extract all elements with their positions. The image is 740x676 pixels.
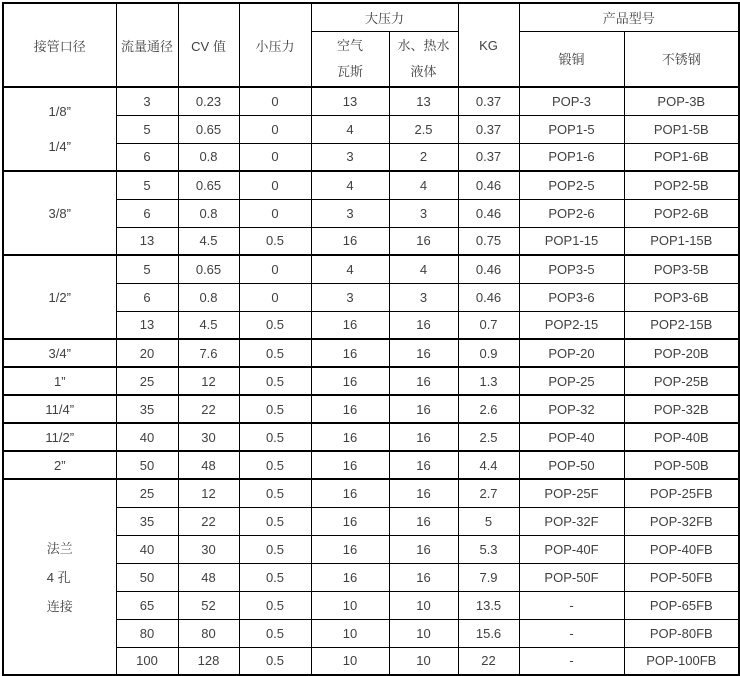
cell: 3	[311, 143, 389, 171]
cell: 0.46	[458, 255, 519, 283]
col-header-forged-copper: 锻铜	[519, 31, 624, 87]
cell: 48	[178, 563, 239, 591]
cell: 5.3	[458, 535, 519, 563]
col-header-cv-value: CV 值	[178, 3, 239, 87]
table-row	[3, 87, 739, 115]
cell: 30	[178, 423, 239, 451]
cell: POP-25	[519, 367, 624, 395]
cell: POP-40FB	[624, 535, 739, 563]
col-header-air-gas: 空气 瓦斯	[311, 31, 389, 87]
table-row	[3, 367, 739, 395]
cell: 0.5	[239, 619, 311, 647]
cell: 6	[116, 143, 178, 171]
col-header-flow-diameter: 流量通径	[116, 3, 178, 87]
cell: 0	[239, 255, 311, 283]
cell: -	[519, 591, 624, 619]
cell: 16	[389, 367, 458, 395]
cell: 0.37	[458, 143, 519, 171]
pipe-size-group-label: 3/4”	[3, 339, 116, 367]
cell: 4.5	[178, 311, 239, 339]
cell: 40	[116, 535, 178, 563]
cell: 0	[239, 171, 311, 199]
cell: 0.5	[239, 479, 311, 507]
cell: 0.46	[458, 171, 519, 199]
cell: 7.6	[178, 339, 239, 367]
cell: 25	[116, 367, 178, 395]
cell: 0.5	[239, 367, 311, 395]
cell: 16	[389, 339, 458, 367]
cell: 13	[311, 87, 389, 115]
cell: 10	[389, 591, 458, 619]
table-row	[3, 339, 739, 367]
cell: 3	[116, 87, 178, 115]
col-header-water-liquid: 水、热水 液体	[389, 31, 458, 87]
cell: POP-100FB	[624, 647, 739, 675]
cell: 13	[389, 87, 458, 115]
cell: POP-50	[519, 451, 624, 479]
cell: 16	[311, 451, 389, 479]
cell: 35	[116, 507, 178, 535]
cell: 13	[116, 311, 178, 339]
cell: 0.9	[458, 339, 519, 367]
cell: -	[519, 619, 624, 647]
cell: POP1-6	[519, 143, 624, 171]
col-header-pipe-diameter: 接管口径	[3, 3, 116, 87]
cell: 5	[116, 171, 178, 199]
cell: 0.65	[178, 115, 239, 143]
cell: POP2-5	[519, 171, 624, 199]
cell: 0.37	[458, 87, 519, 115]
cell: 0.5	[239, 423, 311, 451]
cell: 16	[389, 451, 458, 479]
cell: POP-20	[519, 339, 624, 367]
cell: POP3-6	[519, 283, 624, 311]
cell: POP2-6	[519, 199, 624, 227]
table-row	[3, 423, 739, 451]
cell: 0.8	[178, 143, 239, 171]
cell: 0.5	[239, 227, 311, 255]
cell: 30	[178, 535, 239, 563]
cell: 0.5	[239, 563, 311, 591]
col-header-product-model: 产品型号	[519, 3, 739, 31]
cell: 35	[116, 395, 178, 423]
cell: POP-50FB	[624, 563, 739, 591]
header-row-1	[3, 3, 739, 31]
cell: POP2-15B	[624, 311, 739, 339]
cell: 2.7	[458, 479, 519, 507]
pipe-size-group-label: 1/2”	[3, 255, 116, 339]
cell: 0.5	[239, 451, 311, 479]
cell: 16	[311, 367, 389, 395]
pipe-size-group-label: 11/2”	[3, 423, 116, 451]
cell: 0.5	[239, 591, 311, 619]
cell: 16	[311, 339, 389, 367]
cell: 4	[311, 171, 389, 199]
cell: 4	[389, 255, 458, 283]
cell: 6	[116, 283, 178, 311]
cell: 13	[116, 227, 178, 255]
cell: POP3-5	[519, 255, 624, 283]
cell: 16	[311, 395, 389, 423]
cell: 16	[389, 535, 458, 563]
cell: POP-40	[519, 423, 624, 451]
cell: 0.5	[239, 311, 311, 339]
cell: 80	[178, 619, 239, 647]
cell: 16	[311, 311, 389, 339]
cell: 0.5	[239, 395, 311, 423]
cell: 16	[389, 311, 458, 339]
pipe-size-group-label: 1/8” 1/4”	[3, 87, 116, 171]
table-row	[3, 395, 739, 423]
cell: 52	[178, 591, 239, 619]
cell: 0.46	[458, 283, 519, 311]
cell: POP2-5B	[624, 171, 739, 199]
cell: 16	[311, 535, 389, 563]
cell: POP-32F	[519, 507, 624, 535]
cell: 0	[239, 87, 311, 115]
cell: 100	[116, 647, 178, 675]
cell: 16	[389, 395, 458, 423]
cell: 16	[311, 227, 389, 255]
table-row	[3, 479, 739, 507]
pipe-size-group-label: 3/8”	[3, 171, 116, 255]
pipe-size-group-label: 2”	[3, 451, 116, 479]
cell: 4.4	[458, 451, 519, 479]
cell: POP1-5B	[624, 115, 739, 143]
cell: 0.5	[239, 647, 311, 675]
cell: 12	[178, 367, 239, 395]
cell: 15.6	[458, 619, 519, 647]
cell: 2.5	[389, 115, 458, 143]
cell: 0.75	[458, 227, 519, 255]
cell: 2	[389, 143, 458, 171]
cell: 16	[389, 479, 458, 507]
cell: 80	[116, 619, 178, 647]
table-row	[3, 171, 739, 199]
cell: POP-3	[519, 87, 624, 115]
cell: 0.5	[239, 339, 311, 367]
cell: 0.65	[178, 255, 239, 283]
cell: 13.5	[458, 591, 519, 619]
cell: 10	[311, 591, 389, 619]
cell: 16	[311, 507, 389, 535]
cell: 16	[311, 563, 389, 591]
cell: 5	[458, 507, 519, 535]
cell: POP1-5	[519, 115, 624, 143]
cell: POP-25FB	[624, 479, 739, 507]
pipe-size-group-label-flange: 法兰 4 孔 连接	[3, 479, 116, 675]
col-header-kg: KG	[458, 3, 519, 87]
cell: 4	[311, 255, 389, 283]
cell: 2.5	[458, 423, 519, 451]
cell: 0.7	[458, 311, 519, 339]
cell: -	[519, 647, 624, 675]
cell: 0.5	[239, 507, 311, 535]
cell: 0	[239, 143, 311, 171]
cell: 0	[239, 115, 311, 143]
cell: POP-32FB	[624, 507, 739, 535]
pipe-size-group-label: 11/4”	[3, 395, 116, 423]
cell: 0.23	[178, 87, 239, 115]
cell: 0	[239, 283, 311, 311]
cell: 10	[311, 619, 389, 647]
cell: POP1-15B	[624, 227, 739, 255]
cell: 3	[389, 283, 458, 311]
cell: 22	[178, 507, 239, 535]
cell: POP-50B	[624, 451, 739, 479]
cell: POP-80FB	[624, 619, 739, 647]
table-row	[3, 451, 739, 479]
cell: 1.3	[458, 367, 519, 395]
cell: POP3-5B	[624, 255, 739, 283]
cell: 0	[239, 199, 311, 227]
cell: 0.46	[458, 199, 519, 227]
cell: 0.8	[178, 199, 239, 227]
cell: 20	[116, 339, 178, 367]
cell: 0.5	[239, 535, 311, 563]
cell: POP-25F	[519, 479, 624, 507]
cell: POP-40F	[519, 535, 624, 563]
cell: 16	[389, 507, 458, 535]
cell: 7.9	[458, 563, 519, 591]
cell: 22	[178, 395, 239, 423]
cell: 50	[116, 451, 178, 479]
cell: 0.65	[178, 171, 239, 199]
cell: POP3-6B	[624, 283, 739, 311]
cell: 5	[116, 255, 178, 283]
cell: 10	[311, 647, 389, 675]
cell: 10	[389, 619, 458, 647]
cell: POP-50F	[519, 563, 624, 591]
cell: 16	[389, 423, 458, 451]
col-header-high-pressure: 大压力	[311, 3, 458, 31]
cell: POP-32B	[624, 395, 739, 423]
cell: 3	[311, 283, 389, 311]
product-spec-table	[2, 2, 740, 676]
cell: 12	[178, 479, 239, 507]
cell: 128	[178, 647, 239, 675]
col-header-low-pressure: 小压力	[239, 3, 311, 87]
cell: POP-65FB	[624, 591, 739, 619]
cell: 48	[178, 451, 239, 479]
cell: 0.8	[178, 283, 239, 311]
cell: POP-32	[519, 395, 624, 423]
col-header-stainless-steel: 不锈钢	[624, 31, 739, 87]
cell: 16	[311, 423, 389, 451]
cell: 10	[389, 647, 458, 675]
cell: POP-3B	[624, 87, 739, 115]
cell: 16	[389, 227, 458, 255]
cell: 50	[116, 563, 178, 591]
cell: POP-25B	[624, 367, 739, 395]
cell: 5	[116, 115, 178, 143]
cell: 16	[389, 563, 458, 591]
cell: 40	[116, 423, 178, 451]
cell: POP2-15	[519, 311, 624, 339]
cell: 2.6	[458, 395, 519, 423]
cell: 3	[311, 199, 389, 227]
cell: 16	[311, 479, 389, 507]
cell: POP1-15	[519, 227, 624, 255]
cell: 65	[116, 591, 178, 619]
pipe-size-group-label: 1”	[3, 367, 116, 395]
cell: POP-20B	[624, 339, 739, 367]
cell: 0.37	[458, 115, 519, 143]
cell: POP-40B	[624, 423, 739, 451]
cell: 22	[458, 647, 519, 675]
cell: 25	[116, 479, 178, 507]
cell: POP1-6B	[624, 143, 739, 171]
cell: 4	[389, 171, 458, 199]
cell: 4.5	[178, 227, 239, 255]
cell: POP2-6B	[624, 199, 739, 227]
cell: 6	[116, 199, 178, 227]
table-row	[3, 255, 739, 283]
cell: 3	[389, 199, 458, 227]
cell: 4	[311, 115, 389, 143]
